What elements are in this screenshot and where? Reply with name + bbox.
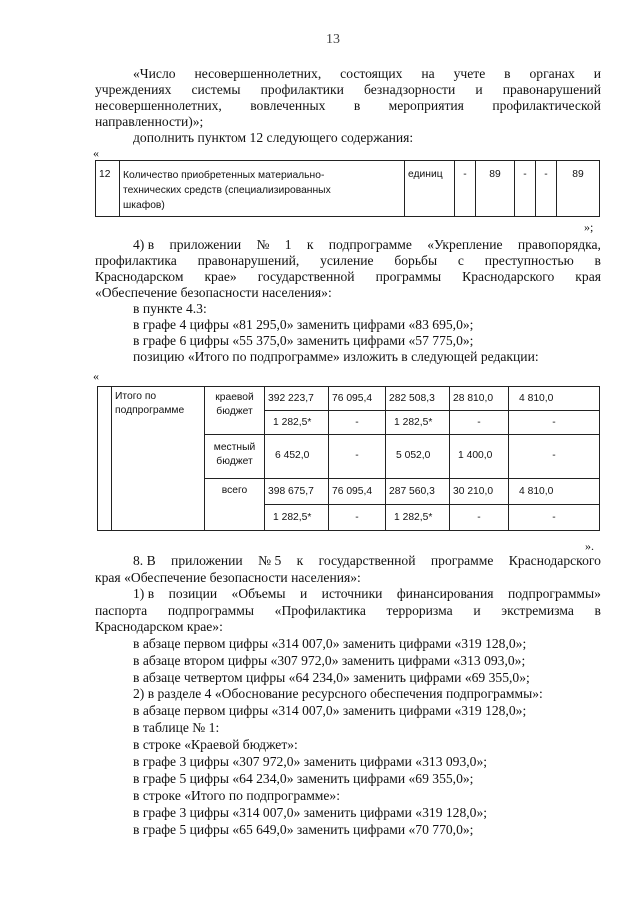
para8-line3-word: 1) в	[133, 586, 155, 601]
para4-line6: в графе 4 цифры «81 295,0» заменить цифрами «83 695,0»;	[133, 317, 474, 332]
para4-line1-word: №	[256, 237, 270, 252]
cell-r1-c1: -	[329, 435, 386, 479]
para8-line4-word: и	[473, 603, 481, 618]
para8-line1-word: Краснодарского	[508, 553, 601, 568]
para4-line1-word: к	[306, 237, 314, 252]
para4-line1-word: подпрограмме	[328, 237, 412, 252]
open-quote-2: «	[93, 369, 99, 383]
para4-line3-word: программы	[375, 269, 442, 284]
para8-line1-word: № 5	[258, 553, 282, 568]
para8-line3-word: источники	[321, 586, 383, 601]
para1-line3-word: несовершеннолетних,	[95, 98, 222, 113]
close-quote-2: ».	[585, 539, 594, 553]
para8-line1-word: государственной	[318, 553, 416, 568]
para1-line1	[133, 66, 601, 82]
para8-line11: в таблице № 1:	[133, 720, 220, 735]
para8-line13: в графе 3 цифры «307 972,0» заменить цифрами «313 093,0»;	[133, 754, 488, 769]
para8-line1-word: к	[296, 553, 304, 568]
para4-line1-word: «Укрепление	[427, 237, 503, 252]
para8-line3-word: позиции	[168, 586, 218, 601]
para4-line2-word: усиление	[320, 253, 374, 268]
para8-line3-word: подпрограммы»	[507, 586, 601, 601]
para8-line7: в абзаце втором цифры «307 972,0» заменить цифрами «313 093,0»;	[133, 653, 526, 668]
src-total: всего	[205, 479, 265, 531]
para1-line1-word: и	[593, 66, 601, 81]
cell-r0s-c4: -	[509, 411, 600, 435]
para8-line15: в строке «Итого по подпрограмме»:	[133, 788, 341, 803]
para4-line3-word: крае»	[204, 269, 237, 284]
para1-line2	[95, 82, 601, 98]
para4-line1-word: 4) в	[133, 237, 155, 252]
para8-line4-word: терроризма	[386, 603, 453, 618]
cell-r1-c4: -	[509, 435, 600, 479]
para8-line6: в абзаце первом цифры «314 007,0» заменить цифрами «319 128,0»;	[133, 636, 527, 651]
para8-line3	[133, 586, 601, 602]
total-label-l1: Итого по	[115, 391, 157, 402]
cell-r0-c0: 392 223,7	[265, 387, 329, 411]
para4-line2-word: преступностью	[484, 253, 574, 268]
para4-line3-word: государственной	[257, 269, 355, 284]
para8-line4	[95, 603, 601, 619]
para4-line2-word: в	[594, 253, 601, 268]
para4-line3-word: Краснодарского	[462, 269, 555, 284]
para8-line3-word: финансирования	[396, 586, 494, 601]
para8-line14: в графе 5 цифры «64 234,0» заменить цифрами «69 355,0»;	[133, 771, 474, 786]
para8-line16: в графе 3 цифры «314 007,0» заменить цифрами «319 128,0»;	[133, 805, 488, 820]
para1-line4: направленности)»;	[95, 114, 204, 129]
indicator-name-l1: Количество приобретенных материально-	[123, 170, 325, 181]
cell-r2s-c0: 1 282,5*	[265, 505, 329, 531]
indicator-unit: единиц	[405, 161, 455, 217]
para8-line3-word: «Объемы	[231, 586, 286, 601]
total-label	[112, 387, 205, 531]
para4-line3	[95, 269, 601, 285]
cell-r2-c4: 4 810,0	[509, 479, 600, 505]
para8-line5: Краснодарском крае»:	[95, 619, 223, 634]
para1-line2-word: безнадзорности	[364, 82, 456, 97]
para8-line12: в строке «Краевой бюджет»:	[133, 737, 298, 752]
cell-r2s-c1: -	[329, 505, 386, 531]
para1-line2-word: правонарушений	[502, 82, 601, 97]
cell-r1-c2: 5 052,0	[386, 435, 450, 479]
src-local-l1: местный	[213, 442, 256, 453]
indicator-c1: -	[455, 161, 476, 217]
para4-line7: в графе 6 цифры «55 375,0» заменить цифрами «57 775,0»;	[133, 333, 474, 348]
para1-line1-word: состоящих	[340, 66, 403, 81]
src-local	[205, 435, 265, 479]
para1-line1-word: «Число	[133, 66, 176, 81]
indicator-c5: 89	[557, 161, 600, 217]
para1-line3-word: профилактической	[492, 98, 601, 113]
para4-line1	[133, 237, 601, 253]
indicator-name-l2: технических средств (специализированных	[123, 185, 331, 196]
para8-line1-word: 8. В	[133, 553, 156, 568]
para4-line2-word: борьбы	[394, 253, 438, 268]
cell-r2s-c3: -	[450, 505, 509, 531]
para1-line3-word: мероприятия	[388, 98, 464, 113]
para4-line1-word: правопорядка,	[517, 237, 601, 252]
cell-r0-c2: 282 508,3	[386, 387, 450, 411]
indicator-c4: -	[536, 161, 557, 217]
para4-line2	[95, 253, 601, 269]
cell-r2s-c4: -	[509, 505, 600, 531]
cell-r2-c3: 30 210,0	[450, 479, 509, 505]
cell-r0s-c0: 1 282,5*	[265, 411, 329, 435]
para4-line8: позицию «Итого по подпрограмме» изложить в следующей редакции:	[133, 349, 539, 364]
para8-line1	[133, 553, 601, 569]
para8-line1-word: приложении	[171, 553, 243, 568]
supplement-text: дополнить пунктом 12 следующего содержания:	[133, 130, 414, 145]
para8-line4-word: в	[594, 603, 601, 618]
indicator-c3: -	[515, 161, 536, 217]
para1-line1-word: несовершеннолетних,	[194, 66, 322, 81]
cell-r0s-c1: -	[329, 411, 386, 435]
para4-line3-word: Краснодарском	[95, 269, 184, 284]
para1-line3-word: вовлеченных	[250, 98, 326, 113]
para8-line8: в абзаце четвертом цифры «64 234,0» заменить цифрами «69 355,0»;	[133, 670, 530, 685]
cell-r0s-c2: 1 282,5*	[386, 411, 450, 435]
cell-r0-c1: 76 095,4	[329, 387, 386, 411]
para1-line1-word: на	[421, 66, 435, 81]
para4-line1-word: 1	[284, 237, 292, 252]
indicator-table	[95, 160, 600, 217]
src-regional-l1: краевой	[215, 392, 254, 403]
para1-line2-word: системы	[191, 82, 241, 97]
para1-line2-word: профилактики	[260, 82, 344, 97]
empty-left-cell	[98, 387, 112, 531]
indicator-num: 12	[96, 161, 120, 217]
para1-line1-word: учете	[453, 66, 486, 81]
cell-r1-c3: 1 400,0	[450, 435, 509, 479]
open-quote-1: «	[93, 146, 99, 160]
para4-line3-word: края	[575, 269, 601, 284]
para1-line3	[95, 98, 601, 114]
close-quote-1: »;	[584, 220, 594, 234]
src-local-l2: бюджет	[216, 456, 253, 467]
total-label-l2: подпрограмме	[115, 405, 185, 416]
para4-line1-word: приложении	[169, 237, 242, 252]
para8-line1-word: программе	[430, 553, 494, 568]
cell-r0-c3: 28 810,0	[450, 387, 509, 411]
para4-line2-word: профилактика	[95, 253, 177, 268]
para1-line1-word: в	[504, 66, 511, 81]
para4-line2-word: с	[457, 253, 464, 268]
page-number: 13	[326, 32, 340, 47]
funding-table	[97, 386, 600, 531]
para4-line2-word: правонарушений,	[197, 253, 300, 268]
cell-r2-c1: 76 095,4	[329, 479, 386, 505]
para1-line3-word: в	[353, 98, 361, 113]
para8-line9: 2) в разделе 4 «Обоснование ресурсного обеспечения подпрограммы»:	[133, 686, 543, 701]
indicator-c2: 89	[476, 161, 515, 217]
para4-line5: в пункте 4.3:	[133, 301, 207, 316]
para8-line4-word: паспорта	[95, 603, 148, 618]
para8-line2: края «Обеспечение безопасности населения»:	[95, 570, 361, 585]
src-regional	[205, 387, 265, 435]
indicator-name	[120, 161, 405, 217]
para8-line17: в графе 5 цифры «65 649,0» заменить цифрами «70 770,0»;	[133, 822, 474, 837]
indicator-name-l3: шкафов)	[123, 200, 165, 211]
para1-line2-word: и	[475, 82, 483, 97]
cell-r0s-c3: -	[450, 411, 509, 435]
para8-line4-word: подпрограммы	[167, 603, 255, 618]
para1-line1-word: органах	[529, 66, 575, 81]
para8-line3-word: и	[299, 586, 308, 601]
para8-line4-word: экстремизма	[501, 603, 574, 618]
para4-line4: «Обеспечение безопасности населения»:	[95, 285, 332, 300]
cell-r2-c2: 287 560,3	[386, 479, 450, 505]
cell-r2s-c2: 1 282,5*	[386, 505, 450, 531]
cell-r0-c4: 4 810,0	[509, 387, 600, 411]
para8-line10: в абзаце первом цифры «314 007,0» заменить цифрами «319 128,0»;	[133, 703, 527, 718]
src-regional-l2: бюджет	[216, 406, 253, 417]
cell-r1-c0: 6 452,0	[265, 435, 329, 479]
cell-r2-c0: 398 675,7	[265, 479, 329, 505]
para1-line2-word: учреждениях	[95, 82, 172, 97]
para8-line4-word: «Профилактика	[274, 603, 366, 618]
